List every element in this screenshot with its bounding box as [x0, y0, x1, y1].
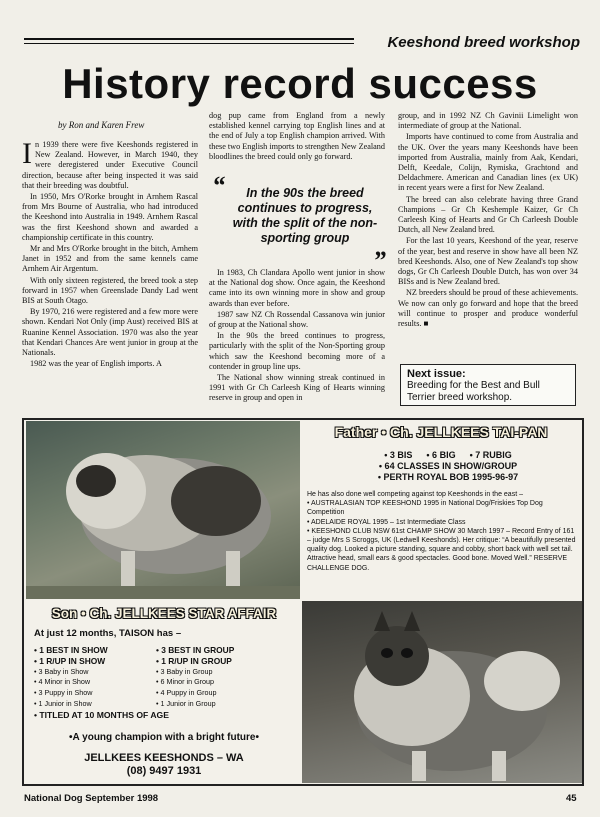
son-awards-left: [34, 645, 164, 710]
paragraph: [22, 137, 198, 191]
win-item: • PERTH ROYAL BOB 1995-96-97: [377, 472, 519, 482]
paragraph: The breed can also celebrate having three Grand Champions – Gr Ch Keshemple Kaizer, Gr Ch Carleesh King of Hearts and Gr Ch Carleesh Double Dutch, all New Zealand bred.: [398, 194, 578, 235]
paragraph: NZ breeders should be proud of these achievements. We now can only go forward and hope that the breed will continue to prosper and produce wonderful results. ■: [398, 288, 578, 329]
award-item: • 1 Junior in Group: [156, 698, 216, 708]
win-item: • 64 CLASSES IN SHOW/GROUP: [378, 461, 518, 471]
section-title: Keeshond breed workshop: [387, 34, 580, 51]
son-intro: At just 12 months, TAISON has –: [34, 628, 182, 639]
award-item: • 4 Minor in Show: [34, 677, 91, 687]
keeshond-dog-image: [302, 601, 582, 783]
paragraph: In 1950, Mrs O'Rorke brought in Arnhem Rascal from Mrs Bourne of Australia, who had introduced the Keeshond into Australia in 1949. Arnhem Rascal was the first Keeshond shown and awarded a championship certificate in this country.: [22, 192, 198, 242]
father-text-line: • KEESHOND CLUB NSW 61st CHAMP SHOW 30 March 1997 – Record Entry of 161 – judge Mrs S Scroggs, UK (Ledwell Keeshonds). Her critique: “A beautifully presented quality dog. Looked a picture standing, square and cobby, short back with well set tail. Attractive head, small ears & good spectacles. Good bone. Moved Well.” RESERVE CHALLENGE DOG.: [307, 527, 576, 572]
son-titled: • TITLED AT 10 MONTHS OF AGE: [34, 710, 169, 720]
award-item: • 1 R/UP IN GROUP: [156, 655, 232, 666]
pull-quote: [212, 171, 386, 275]
keeshond-dog-image: [26, 421, 300, 599]
kennel-phone: (08) 9497 1931: [126, 765, 202, 777]
article-column-1: [22, 137, 198, 370]
award-item: • 1 R/UP IN SHOW: [34, 655, 106, 666]
son-title: Son • Ch. JELLKEES STAR AFFAIR: [51, 606, 277, 621]
next-issue-heading: Next issue:: [407, 368, 466, 380]
footer-publication: National Dog September 1998: [24, 793, 159, 804]
award-item: • 6 Minor in Group: [156, 677, 215, 687]
article-column-2-bottom: [209, 268, 385, 405]
paragraph: dog pup came from England from a newly established kennel carrying top English lines and at the end of July a top English champion arrived. With these two English imports to strengthen New Zealand bloodlines the breed could only go forward.: [209, 111, 385, 161]
paragraph: By 1970, 216 were registered and a few more were shown. Kendari Not Only (imp Aust) received BIS at Ruanine Kennel Association. 1970 was also the year that Kendari Chances Are went junior in group at the Nationals.: [22, 307, 198, 358]
award-item: • 3 Baby in Show: [34, 666, 89, 676]
pull-quote-text: In the 90s the breed continues to progress, with the split of the non-sporting group: [232, 186, 378, 245]
headline: History record success: [62, 60, 538, 107]
paragraph: group, and in 1992 NZ Ch Gavinii Limelight won intermediate of group at the National.: [398, 111, 578, 131]
paragraph: For the last 10 years, Keeshond of the year, reserve of the year, best and reserve in show have all been NZ bred Keeshonds. Also, one of New Zealand's top show dogs, Gr Ch Carleesh Double Dutch, has won over 34 BISs and is New Zealand bred.: [398, 236, 578, 287]
page-number: 45: [566, 793, 577, 804]
award-item: • 1 Junior in Show: [34, 698, 92, 708]
father-text-line: He has also done well competing against top Keeshonds in the east –: [307, 491, 523, 498]
rule-line: [24, 43, 354, 44]
close-quote-mark: ”: [373, 246, 386, 275]
byline: by Ron and Karen Frew: [58, 120, 145, 130]
paragraph: Mr and Mrs O'Rorke brought in the bitch, Arnhem Janet in 1952 and from the same kennels came Arnhem Air Argentum.: [22, 244, 198, 274]
next-issue-text: Breeding for the Best and Bull Terrier breed workshop.: [407, 380, 540, 403]
award-item: • 1 BEST IN SHOW: [34, 645, 108, 655]
paragraph: 1987 saw NZ Ch Rossendal Cassanova win junior of group at the National show.: [209, 309, 385, 330]
father-text-line: • AUSTRALASIAN TOP KEESHOND 1995 in National Dog/Friskies Top Dog Competition: [307, 500, 543, 517]
win-item: • 7 RUBIG: [469, 450, 512, 460]
son-awards-right: [156, 645, 296, 710]
award-item: • 3 Baby in Group: [156, 666, 213, 676]
award-item: • 4 Puppy in Group: [156, 688, 217, 698]
drop-cap: I: [22, 137, 32, 170]
award-item: • 3 BEST IN GROUP: [156, 645, 235, 655]
father-wins: [318, 450, 578, 483]
rule-line: [24, 38, 354, 40]
father-text-line: • ADELAIDE ROYAL 1995 – 1st Intermediate Class: [307, 518, 466, 526]
paragraph: 1982 was the year of English imports. A: [30, 359, 162, 369]
open-quote-mark: “: [212, 171, 225, 200]
paragraph: The National show winning streak continued in 1991 with Gr Ch Carleesh King of Hearts winning reserve in group and open in: [209, 373, 385, 403]
paragraph-text: n 1939 there were five Keeshonds registered in New Zealand. However, in March 1940, they were deregistered under Executive Council direction, because after being inspected it was said that their breeding was doubtful.: [22, 140, 198, 190]
father-dog-photo: [26, 421, 300, 599]
kennel-name: JELLKEES KEESHONDS – WA: [84, 752, 244, 764]
father-description: [307, 490, 579, 573]
paragraph: Imports have continued to come from Australia and the UK. Over the years many Keeshonds have been imported from Australia, mainly from Aak, Kendari, Delft, Keedale, Colijn, Rymiska, Grachtond and Deldachmere. American and Canadian lines (ex UK) in recent years were a first for New Zealand.: [398, 132, 578, 193]
ad-tagline: •A young champion with a bright future•: [69, 732, 259, 743]
next-issue-box: [400, 364, 576, 406]
kennel-contact: [28, 752, 300, 778]
win-item: • 6 BIG: [426, 450, 456, 460]
son-dog-photo: [302, 601, 582, 783]
article-column-2-top: [209, 111, 385, 163]
section-header: [24, 34, 584, 56]
win-item: • 3 BIS: [384, 450, 413, 460]
paragraph: In 1983, Ch Clandara Apollo went junior in show at the National dog show. Once again, the Keeshond came into its own winning more in show and group awards than ever before.: [209, 268, 385, 308]
paragraph: In the 90s the breed continues to progress, particularly with the split of the Non-Sporting group which saw the Keeshond becoming more of a contender in group line ups.: [209, 331, 385, 371]
paragraph: With only sixteen registered, the breed took a step forward in 1957 when Greenslade Dandy Lad went BIS at South Otago.: [22, 275, 198, 306]
article-column-3: [398, 111, 578, 330]
father-title: Father • Ch. JELLKEES TAI-PAN: [334, 424, 548, 440]
wins-row: [318, 450, 578, 461]
award-item: • 3 Puppy in Show: [34, 688, 93, 698]
